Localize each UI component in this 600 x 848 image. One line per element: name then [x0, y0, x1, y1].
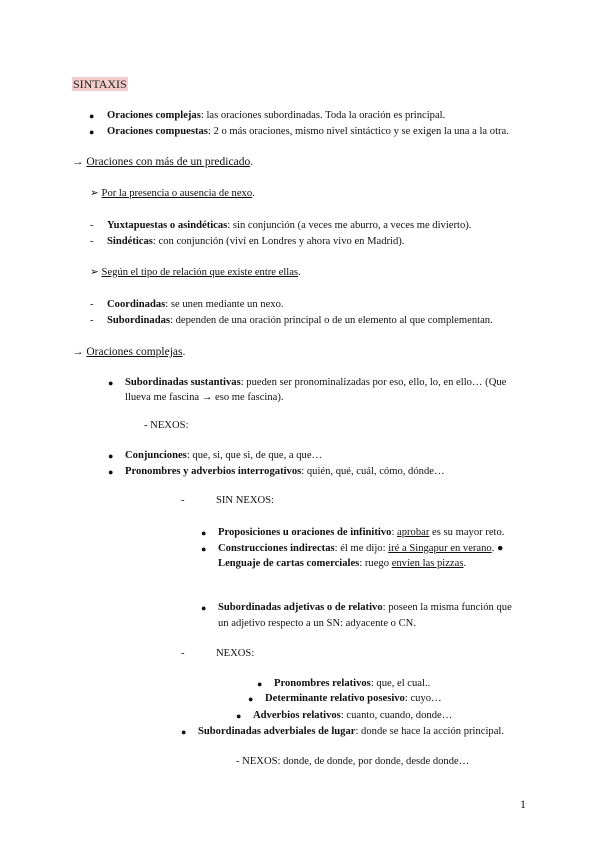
arrow-marker-icon: ➢ — [90, 267, 99, 278]
bullet-icon: ● — [108, 378, 114, 388]
list-item-sindeticas-text: Sindéticas: con conjunción (viví en Londres y ahora vivo en Madrid). — [107, 236, 405, 247]
section-heading-complejas: → Oraciones complejas. — [72, 346, 186, 358]
nexos-label-3: - NEXOS: donde, de donde, por donde, desde donde… — [236, 756, 470, 767]
bullet-icon: ● — [201, 544, 207, 554]
list-item-sindeticas: - — [90, 236, 94, 247]
sustantivas-line-2: llueva me fascina → eso me fascina). — [125, 392, 284, 403]
intro-item-2: Oraciones compuestas: 2 o más oraciones, mismo nivel sintáctico y se exigen la una a la otra. — [107, 126, 509, 137]
intro-item-1: Oraciones complejas: las oraciones subordinadas. Toda la oración es principal. — [107, 110, 446, 121]
nexos-label-2: NEXOS: — [216, 648, 255, 659]
bullet-icon: ● — [108, 467, 114, 477]
nexos-dash-2: - — [181, 648, 185, 659]
lugar-item: Subordinadas adverbiales de lugar: donde se hace la acción principal. — [198, 726, 505, 737]
page-number: 1 — [520, 797, 526, 811]
cartas-item: Lenguaje de cartas comerciales: ruego envíen las pizzas. — [218, 558, 467, 569]
nexos-label-1: - NEXOS: — [144, 420, 189, 431]
subheading-nexo: ➢ Por la presencia o ausencia de nexo. — [90, 188, 255, 199]
list-item-yuxtapuestas-text: Yuxtapuestas o asindéticas: sin conjunción (a veces me aburro, a veces me divierto). — [107, 220, 472, 231]
subheading-relacion: ➢ Según el tipo de relación que existe entre ellas. — [90, 267, 301, 278]
arrow-marker-icon: ➢ — [90, 188, 99, 199]
sin-nexos-label: SIN NEXOS: — [216, 495, 274, 506]
list-item-coordinadas: - — [90, 299, 94, 310]
bullet-icon: ● — [89, 127, 95, 137]
arrow-icon: → — [72, 156, 84, 168]
list-item-yuxtapuestas: - — [90, 220, 94, 231]
adjetivas-line-1: Subordinadas adjetivas o de relativo: poseen la misma función que — [218, 602, 512, 613]
relativos-item: Pronombres relativos: que, el cual.. — [274, 678, 431, 689]
posesivo-item: Determinante relativo posesivo: cuyo… — [265, 693, 442, 704]
adverbios-relativos-item: Adverbios relativos: cuanto, cuando, donde… — [253, 710, 453, 721]
list-item-subordinadas: - — [90, 315, 94, 326]
arrow-icon: → — [72, 346, 84, 358]
adjetivas-line-2: un adjetivo respecto a un SN: adyacente o CN. — [218, 618, 416, 629]
bullet-icon: ● — [236, 711, 242, 721]
bullet-icon: ● — [89, 111, 95, 121]
bullet-icon: ● — [201, 603, 207, 613]
sustantivas-line-1: Subordinadas sustantivas: pueden ser pronominalizadas por eso, ello, lo, en ello… (Que — [125, 377, 507, 388]
indirectas-item: Construcciones indirectas: él me dijo: iré a Singapur en verano. ● — [218, 543, 504, 554]
bullet-icon: ● — [257, 679, 263, 689]
list-item-subordinadas-text: Subordinadas: dependen de una oración principal o de un elemento al que complementan. — [107, 315, 493, 326]
nexo-interrogativos: Pronombres y adverbios interrogativos: quién, qué, cuál, cómo, dónde… — [125, 466, 445, 477]
bullet-icon: ● — [181, 727, 187, 737]
infinitivo-item: Proposiciones u oraciones de infinitivo: aprobar es su mayor reto. — [218, 527, 505, 538]
section-heading-predicado: → Oraciones con más de un predicado. — [72, 156, 254, 168]
page-title: SINTAXIS — [73, 77, 127, 91]
sin-nexos-dash: - — [181, 495, 185, 506]
bullet-icon: ● — [108, 451, 114, 461]
list-item-coordinadas-text: Coordinadas: se unen mediante un nexo. — [107, 299, 284, 310]
bullet-icon: ● — [248, 694, 254, 704]
nexo-conjunciones: Conjunciones: que, si, que si, de que, a que… — [125, 450, 323, 461]
bullet-icon: ● — [201, 528, 207, 538]
